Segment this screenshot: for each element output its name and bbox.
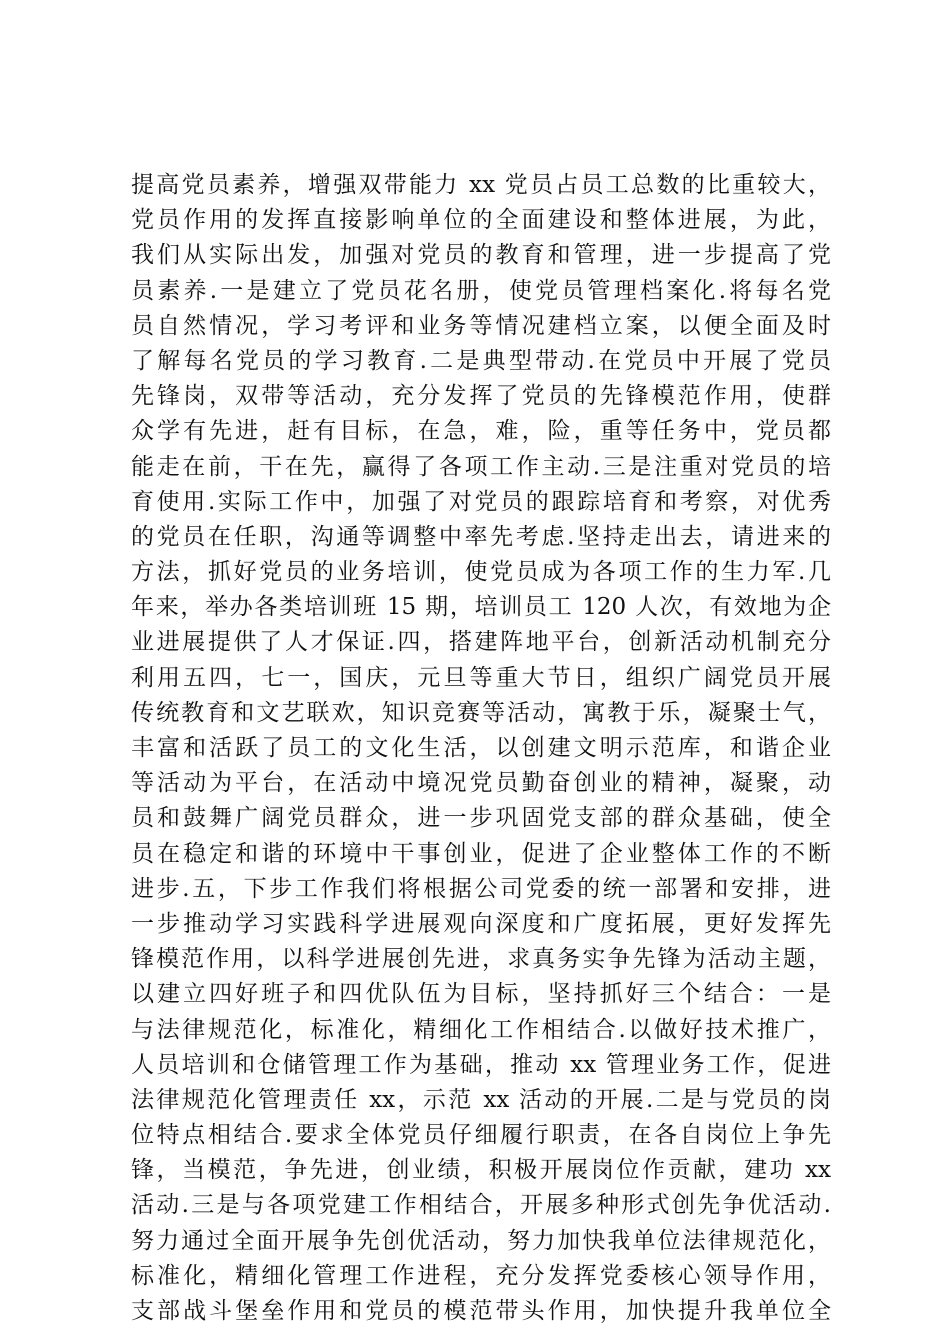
text-line: 等活动为平台，在活动中境况党员勤奋创业的精神，凝聚，动 [131, 770, 831, 797]
text-line: 丰富和活跃了员工的文化生活，以创建文明示范库，和谐企业 [131, 735, 831, 761]
text-line: 提高党员素养，增强双带能力 xx 党员占员工总数的比重较大， [131, 172, 831, 198]
text-line: 人员培训和仓储管理工作为基础，推动 xx 管理业务工作，促进 [131, 1051, 831, 1078]
text-line: 利用五四，七一，国庆，元旦等重大节日，组织广阔党员开展 [131, 664, 831, 691]
text-line: 员素养.一是建立了党员花名册，使党员管理档案化.将每名党 [131, 277, 831, 304]
text-line: 法律规范化管理责任 xx，示范 xx 活动的开展.二是与党员的岗 [131, 1086, 831, 1113]
text-line: 先锋岗，双带等活动，充分发挥了党员的先锋模范作用，使群 [131, 383, 831, 410]
text-line: 努力通过全面开展争先创优活动，努力加快我单位法律规范化， [131, 1227, 831, 1254]
text-line: 员在稳定和谐的环境中干事创业，促进了企业整体工作的不断 [131, 840, 831, 867]
text-line: 锋，当模范，争先进，创业绩，积极开展岗位作贡献，建功 xx [131, 1157, 831, 1184]
body-text [131, 168, 831, 1329]
text-line: 传统教育和文艺联欢，知识竞赛等活动，寓教于乐，凝聚士气， [131, 699, 831, 726]
text-line: 与法律规范化，标准化，精细化工作相结合.以做好技术推广， [131, 1016, 831, 1043]
text-line: 位特点相结合.要求全体党员仔细履行职责，在各自岗位上争先 [131, 1122, 831, 1149]
text-line: 方法，抓好党员的业务培训，使党员成为各项工作的生力军.几 [131, 559, 831, 586]
text-line: 员自然情况，学习考评和业务等情况建档立案，以便全面及时 [131, 312, 831, 339]
text-line: 众学有先进，赶有目标，在急，难，险，重等任务中，党员都 [131, 418, 831, 445]
text-line: 员和鼓舞广阔党员群众，进一步巩固党支部的群众基础，使全 [131, 805, 831, 832]
text-line: 以建立四好班子和四优队伍为目标，坚持抓好三个结合：一是 [131, 981, 831, 1008]
text-line: 锋模范作用，以科学进展创先进，求真务实争先锋为活动主题， [131, 946, 831, 973]
text-line: 业进展提供了人才保证.四，搭建阵地平台，创新活动机制充分 [131, 629, 831, 656]
text-line: 的党员在任职，沟通等调整中率先考虑.坚持走出去，请进来的 [131, 523, 831, 550]
text-line: 我们从实际出发，加强对党员的教育和管理，进一步提高了党 [131, 242, 831, 269]
text-line: 年来，举办各类培训班 15 期，培训员工 120 人次，有效地为企 [131, 594, 831, 621]
text-line: 育使用.实际工作中，加强了对党员的跟踪培育和考察，对优秀 [131, 488, 831, 515]
text-line: 党员作用的发挥直接影响单位的全面建设和整体进展，为此， [131, 207, 831, 234]
text-line: 一步推动学习实践科学进展观向深度和广度拓展，更好发挥先 [131, 910, 831, 937]
text-line: 能走在前，干在先，赢得了各项工作主动.三是注重对党员的培 [131, 453, 831, 480]
text-line: 了解每名党员的学习教育.二是典型带动.在党员中开展了党员 [131, 347, 831, 374]
text-line: 标准化，精细化管理工作进程，充分发挥党委核心领导作用， [131, 1262, 831, 1289]
text-line: 进步.五，下步工作我们将根据公司党委的统一部署和安排，进 [131, 875, 831, 902]
text-line: 支部战斗堡垒作用和党员的模范带头作用，加快提升我单位全 [131, 1298, 831, 1324]
text-line: 活动.三是与各项党建工作相结合，开展多种形式创先争优活动. [131, 1192, 831, 1219]
